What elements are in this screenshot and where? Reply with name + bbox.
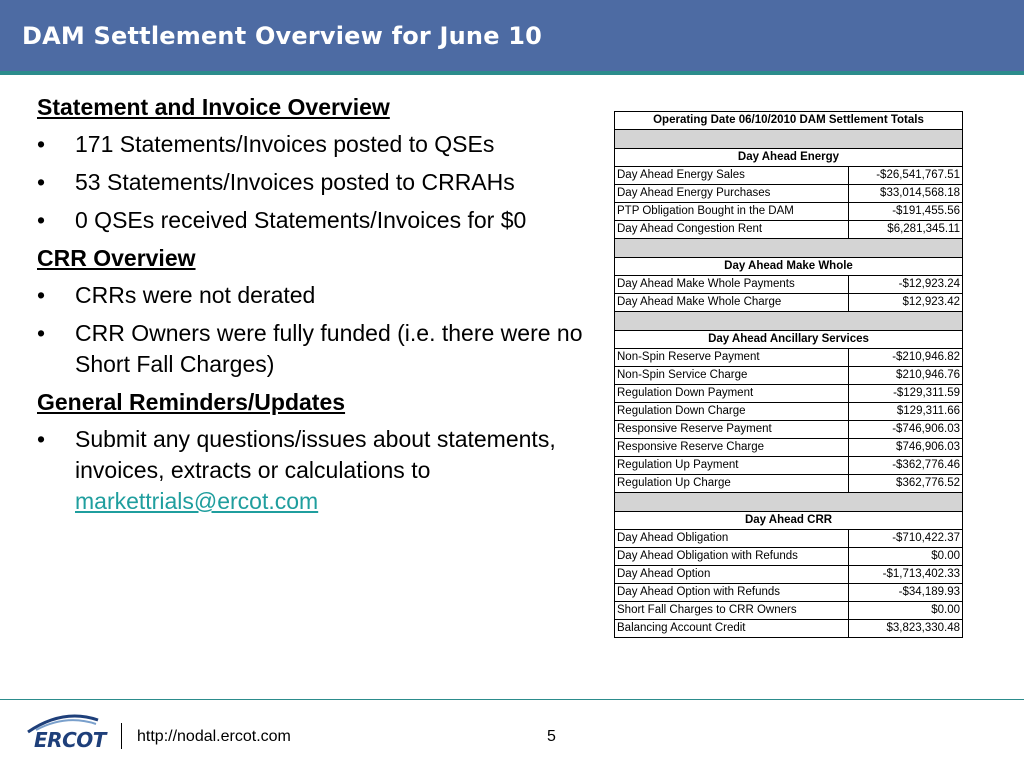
- row-label: Day Ahead Obligation: [615, 530, 849, 548]
- group-heading: Day Ahead Ancillary Services: [615, 331, 963, 349]
- group-heading: Day Ahead CRR: [615, 512, 963, 530]
- crr-bullets: [37, 280, 597, 380]
- bullet-item: • CRRs were not derated: [37, 280, 597, 311]
- row-value: $12,923.42: [848, 294, 962, 312]
- footer-separator: [121, 723, 122, 749]
- group-heading-row: [615, 258, 963, 276]
- table-row: [615, 439, 963, 457]
- row-value: $129,311.66: [848, 403, 962, 421]
- row-label: Day Ahead Obligation with Refunds: [615, 548, 849, 566]
- footer-divider: [0, 699, 1024, 700]
- page-number: 5: [547, 728, 556, 745]
- row-label: Day Ahead Option: [615, 566, 849, 584]
- row-value: -$362,776.46: [848, 457, 962, 475]
- spacer-row: [615, 239, 963, 258]
- table-row: [615, 403, 963, 421]
- group-heading: Day Ahead Energy: [615, 149, 963, 167]
- table-row: [615, 566, 963, 584]
- spacer-row: [615, 493, 963, 512]
- row-label: Non-Spin Service Charge: [615, 367, 849, 385]
- spacer-row: [615, 312, 963, 331]
- table-row: [615, 421, 963, 439]
- row-label: Day Ahead Make Whole Charge: [615, 294, 849, 312]
- bullet-dot: •: [37, 207, 46, 233]
- row-label: Regulation Down Charge: [615, 403, 849, 421]
- table-row: [615, 276, 963, 294]
- section-heading-reminders: General Reminders/Updates: [37, 389, 346, 415]
- row-label: Regulation Up Charge: [615, 475, 849, 493]
- email-link[interactable]: markettrials@ercot.com: [75, 488, 319, 514]
- table-title-row: [615, 112, 963, 130]
- bullet-dot: •: [37, 131, 46, 157]
- group-heading: Day Ahead Make Whole: [615, 258, 963, 276]
- row-value: $746,906.03: [848, 439, 962, 457]
- spacer-cell: [615, 493, 963, 512]
- row-value: $3,823,330.48: [848, 620, 962, 638]
- table-row: [615, 602, 963, 620]
- table-row: [615, 584, 963, 602]
- group-heading-row: [615, 149, 963, 167]
- table-row: [615, 457, 963, 475]
- row-label: Day Ahead Option with Refunds: [615, 584, 849, 602]
- row-label: Day Ahead Energy Purchases: [615, 185, 849, 203]
- row-label: PTP Obligation Bought in the DAM: [615, 203, 849, 221]
- content-left: [37, 92, 597, 524]
- bullet-item: • 0 QSEs received Statements/Invoices for $0: [37, 205, 597, 236]
- spacer-row: [615, 130, 963, 149]
- row-value: $6,281,345.11: [848, 221, 962, 239]
- row-value: -$129,311.59: [848, 385, 962, 403]
- spacer-cell: [615, 312, 963, 331]
- bullet-dot: •: [37, 169, 46, 195]
- table-row: [615, 203, 963, 221]
- table-row: [615, 221, 963, 239]
- section-heading-crr: CRR Overview: [37, 245, 196, 271]
- row-label: Non-Spin Reserve Payment: [615, 349, 849, 367]
- ercot-logo: [18, 710, 108, 758]
- table-row: [615, 185, 963, 203]
- row-value: -$710,422.37: [848, 530, 962, 548]
- reminder-bullets: [37, 424, 597, 517]
- row-label: Responsive Reserve Payment: [615, 421, 849, 439]
- row-value: $210,946.76: [848, 367, 962, 385]
- section-heading-statement: Statement and Invoice Overview: [37, 94, 390, 120]
- row-value: -$191,455.56: [848, 203, 962, 221]
- page-title: DAM Settlement Overview for June 10: [22, 22, 543, 50]
- row-label: Day Ahead Energy Sales: [615, 167, 849, 185]
- row-label: Day Ahead Make Whole Payments: [615, 276, 849, 294]
- table-row: [615, 475, 963, 493]
- logo-text: ERCOT: [34, 728, 106, 752]
- bullet-item: • Submit any questions/issues about statements, invoices, extracts or calculations to markettrials@ercot.com: [37, 426, 556, 514]
- bullet-item: • CRR Owners were fully funded (i.e. there were no Short Fall Charges): [37, 320, 583, 377]
- row-label: Balancing Account Credit: [615, 620, 849, 638]
- row-value: $362,776.52: [848, 475, 962, 493]
- row-value: -$210,946.82: [848, 349, 962, 367]
- row-label: Regulation Up Payment: [615, 457, 849, 475]
- spacer-cell: [615, 130, 963, 149]
- row-value: -$12,923.24: [848, 276, 962, 294]
- table-title: Operating Date 06/10/2010 DAM Settlement Totals: [615, 112, 963, 130]
- row-value: -$34,189.93: [848, 584, 962, 602]
- table-row: [615, 349, 963, 367]
- group-heading-row: [615, 512, 963, 530]
- row-value: $0.00: [848, 548, 962, 566]
- table-row: [615, 385, 963, 403]
- bullet-dot: •: [37, 426, 46, 452]
- table-row: [615, 367, 963, 385]
- bullet-dot: •: [37, 320, 46, 346]
- row-value: -$1,713,402.33: [848, 566, 962, 584]
- row-label: Regulation Down Payment: [615, 385, 849, 403]
- table-row: [615, 167, 963, 185]
- row-value: $0.00: [848, 602, 962, 620]
- row-label: Day Ahead Congestion Rent: [615, 221, 849, 239]
- table-row: [615, 294, 963, 312]
- bullet-item: • 171 Statements/Invoices posted to QSEs: [37, 129, 597, 160]
- row-value: -$746,906.03: [848, 421, 962, 439]
- group-heading-row: [615, 331, 963, 349]
- footer-url[interactable]: http://nodal.ercot.com: [137, 728, 291, 745]
- table-row: [615, 530, 963, 548]
- statement-bullets: [37, 129, 597, 236]
- title-bar: [0, 0, 1024, 75]
- row-value: -$26,541,767.51: [848, 167, 962, 185]
- row-value: $33,014,568.18: [848, 185, 962, 203]
- row-label: Responsive Reserve Charge: [615, 439, 849, 457]
- settlement-totals-table: [614, 111, 963, 638]
- row-label: Short Fall Charges to CRR Owners: [615, 602, 849, 620]
- bullet-dot: •: [37, 282, 46, 308]
- spacer-cell: [615, 239, 963, 258]
- table-row: [615, 620, 963, 638]
- bullet-item: • 53 Statements/Invoices posted to CRRAHs: [37, 167, 597, 198]
- table-row: [615, 548, 963, 566]
